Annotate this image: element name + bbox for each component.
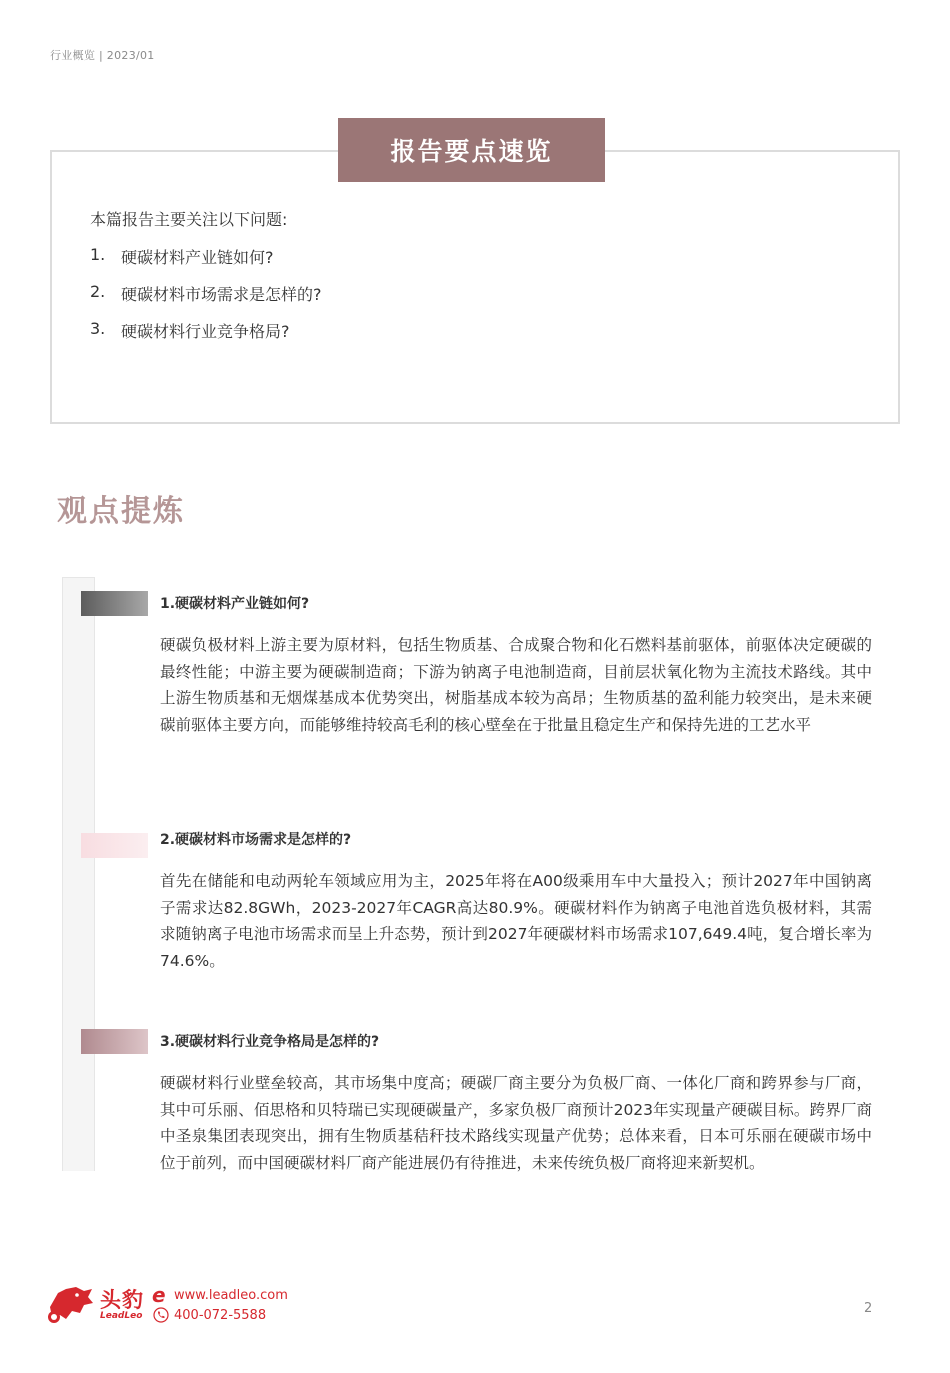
footer-phone: 400-072-5588: [174, 1308, 267, 1323]
question-text: 硬碳材料市场需求是怎样的?: [121, 285, 322, 304]
point-heading-2: 2.硬碳材料市场需求是怎样的?: [160, 832, 352, 848]
point-marker-1: [81, 591, 148, 616]
summary-title: 报告要点速览: [338, 118, 605, 182]
summary-question-3: [90, 319, 290, 342]
summary-question-2: [90, 282, 322, 305]
footer-website-link[interactable]: www.leadleo.com: [174, 1288, 288, 1303]
point-body-1: 硬碳负极材料上游主要为原材料，包括生物质基、合成聚合物和化石燃料基前驱体，前驱体决定硬碳的最终性能；中游主要为硬碳制造商；下游为钠离子电池制造商，目前层状氧化物为主流技术路线。其中上游生物质基和无烟煤基成本优势突出，树脂基成本较为高昂；生物质基的盈利能力较突出，是未来硬碳前驱体主要方向，而能够维持较高毛利的核心壁垒在于批量且稳定生产和保持先进的工艺水平: [160, 636, 872, 734]
point-heading-3: 3.硬碳材料行业竞争格局是怎样的?: [160, 1034, 380, 1050]
page-number: 2: [864, 1301, 873, 1316]
phone-icon: [153, 1307, 169, 1323]
point-marker-3: [81, 1029, 148, 1054]
point-body-3: 硬碳材料行业壁垒较高，其市场集中度高；硬碳厂商主要分为负极厂商、一体化厂商和跨界参与厂商，其中可乐丽、佰思格和贝特瑞已实现硬碳量产，多家负极厂商预计2023年实现量产硬碳目标。跨界厂商中圣泉集团表现突出，拥有生物质基秸秆技术路线实现量产优势；总体来看，日本可乐丽在硬碳市场中位于前列，而中国硬碳材料厂商产能进展仍有待推进，未来传统负极厂商将迎来新契机。: [160, 1074, 872, 1172]
web-e-icon: e: [152, 1283, 166, 1307]
summary-intro: 本篇报告主要关注以下问题:: [90, 210, 288, 229]
point-marker-2: [81, 833, 148, 858]
summary-question-1: [90, 245, 274, 268]
footer-brand: 头豹: [100, 1288, 144, 1312]
question-number: 3.: [90, 319, 106, 338]
leopard-logo-icon: [46, 1285, 96, 1325]
timeline-bar: [62, 577, 95, 1171]
point-heading-1: 1.硬碳材料产业链如何?: [160, 596, 310, 612]
section-title: 观点提炼: [57, 494, 185, 529]
point-body-2: 首先在储能和电动两轮车领域应用为主，2025年将在A00级乘用车中大量投入；预计2027年中国钠离子需求达82.8GWh，2023-2027年CAGR高达80.9%。硬碳材料作为钠离子电池首选负极材料，其需求随钠离子电池市场需求而呈上升态势，预计到2027年硬碳材料市场需求107,649.4吨，复合增长率为74.6%。: [160, 872, 872, 970]
footer-brand-en: LeadLeo: [100, 1311, 143, 1321]
question-text: 硬碳材料产业链如何?: [121, 248, 274, 267]
question-text: 硬碳材料行业竞争格局?: [121, 322, 290, 341]
question-number: 1.: [90, 245, 106, 264]
header-meta: 行业概览 | 2023/01: [50, 49, 155, 62]
question-number: 2.: [90, 282, 106, 301]
